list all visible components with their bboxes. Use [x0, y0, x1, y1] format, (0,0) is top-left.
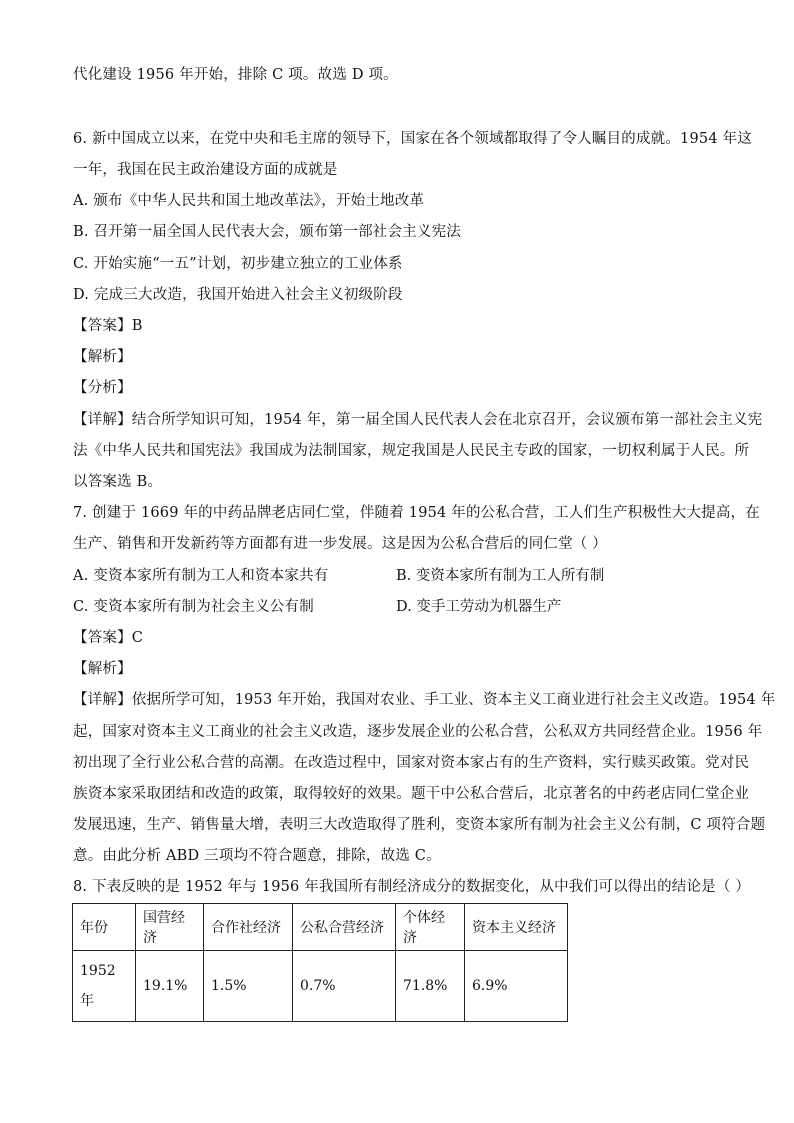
- text-line: 代化建设 1956 年开始，排除 C 项。故选 D 项。: [73, 67, 398, 83]
- table-header-cell: 国营经济: [136, 904, 204, 951]
- q7-detail-line: 初出现了全行业公私合营的高潮。在改造过程中，国家对资本家占有的生产资料，实行赎买政策。党对民: [73, 755, 750, 771]
- year-suffix: 年: [80, 993, 94, 1009]
- table-cell: 19.1%: [136, 951, 204, 1022]
- q6-option-c: C. 开始实施“一五”计划，初步建立独立的工业体系: [73, 256, 403, 272]
- table-header-cell: 公私合营经济: [293, 904, 396, 951]
- table-header-cell: 个体经济: [396, 904, 465, 951]
- q7-detail-line: 意。由此分析 ABD 三项均不符合题意，排除，故选 C。: [73, 848, 441, 864]
- q6-analysis-label: 【解析】: [73, 349, 132, 365]
- question-7-stem-cont: 生产、销售和开发新药等方面都有进一步发展。这是因为公私合营后的同仁堂（ ）: [73, 536, 608, 552]
- q7-option-a: A. 变资本家所有制为工人和资本家共有: [73, 568, 329, 584]
- q7-detail-line: 族资本家采取团结和改造的政策，取得较好的效果。题干中公私合营后，北京著名的中药老店同仁堂企业: [73, 786, 750, 802]
- q6-option-d: D. 完成三大改造，我国开始进入社会主义初级阶段: [73, 287, 403, 303]
- q7-detail-line: 起，国家对资本主义工商业的社会主义改造，逐步发展企业的公私合营，公私双方共同经营企业。1956 年: [73, 724, 763, 740]
- table-cell: 71.8%: [396, 951, 465, 1022]
- table-header-cell: 合作社经济: [204, 904, 293, 951]
- table-year-cell: [73, 951, 136, 1022]
- q6-option-a: A. 颁布《中华人民共和国土地改革法》，开始土地改革: [73, 193, 425, 209]
- q7-detail-line: 【详解】依据所学可知，1953 年开始，我国对农业、手工业、资本主义工商业进行社会主义改造。1954 年: [73, 692, 776, 708]
- table-cell: 6.9%: [465, 951, 568, 1022]
- q7-option-b: B. 变资本家所有制为工人所有制: [396, 568, 605, 584]
- table-row: [73, 951, 568, 1022]
- ownership-data-table: [72, 903, 568, 1022]
- question-8-stem: 8. 下表反映的是 1952 年与 1956 年我国所有制经济成分的数据变化，从中我们可以得出的结论是（ ）: [73, 879, 751, 895]
- q6-fenxi-label: 【分析】: [73, 380, 132, 396]
- q6-detail-line: 以答案选 B。: [73, 474, 163, 490]
- q6-detail-line: 法《中华人民共和国宪法》我国成为法制国家，规定我国是人民民主专政的国家，一切权利属于人民。所: [73, 443, 750, 459]
- q6-detail-line: 【详解】结合所学知识可知，1954 年，第一届全国人民代表人会在北京召开，会议颁布第一部社会主义宪: [73, 412, 763, 428]
- q6-option-b: B. 召开第一届全国人民代表大会，颁布第一部社会主义宪法: [73, 224, 461, 240]
- year-number: 1952: [80, 963, 116, 979]
- table-cell: 1.5%: [204, 951, 293, 1022]
- table-header-cell: 资本主义经济: [465, 904, 568, 951]
- q6-answer: 【答案】B: [73, 318, 143, 334]
- question-6-stem: 6. 新中国成立以来，在党中央和毛主席的领导下，国家在各个领域都取得了令人瞩目的成就。1954 年这: [73, 131, 752, 147]
- q7-answer: 【答案】C: [73, 630, 144, 646]
- question-7-stem: 7. 创建于 1669 年的中药品牌老店同仁堂，伴随着 1954 年的公私合营，工人们生产积极性大大提高，在: [73, 505, 760, 521]
- q7-option-d: D. 变手工劳动为机器生产: [396, 599, 562, 615]
- q7-option-c: C. 变资本家所有制为社会主义公有制: [73, 599, 314, 615]
- q7-detail-line: 发展迅速，生产、销售量大增，表明三大改造取得了胜利，变资本家所有制为社会主义公有制，C 项符合题: [73, 817, 766, 833]
- table-header-cell: 年份: [73, 904, 136, 951]
- q7-analysis-label: 【解析】: [73, 661, 132, 677]
- table-cell: 0.7%: [293, 951, 396, 1022]
- table-header-row: [73, 904, 568, 951]
- question-6-stem-cont: 一年，我国在民主政治建设方面的成就是: [73, 162, 338, 178]
